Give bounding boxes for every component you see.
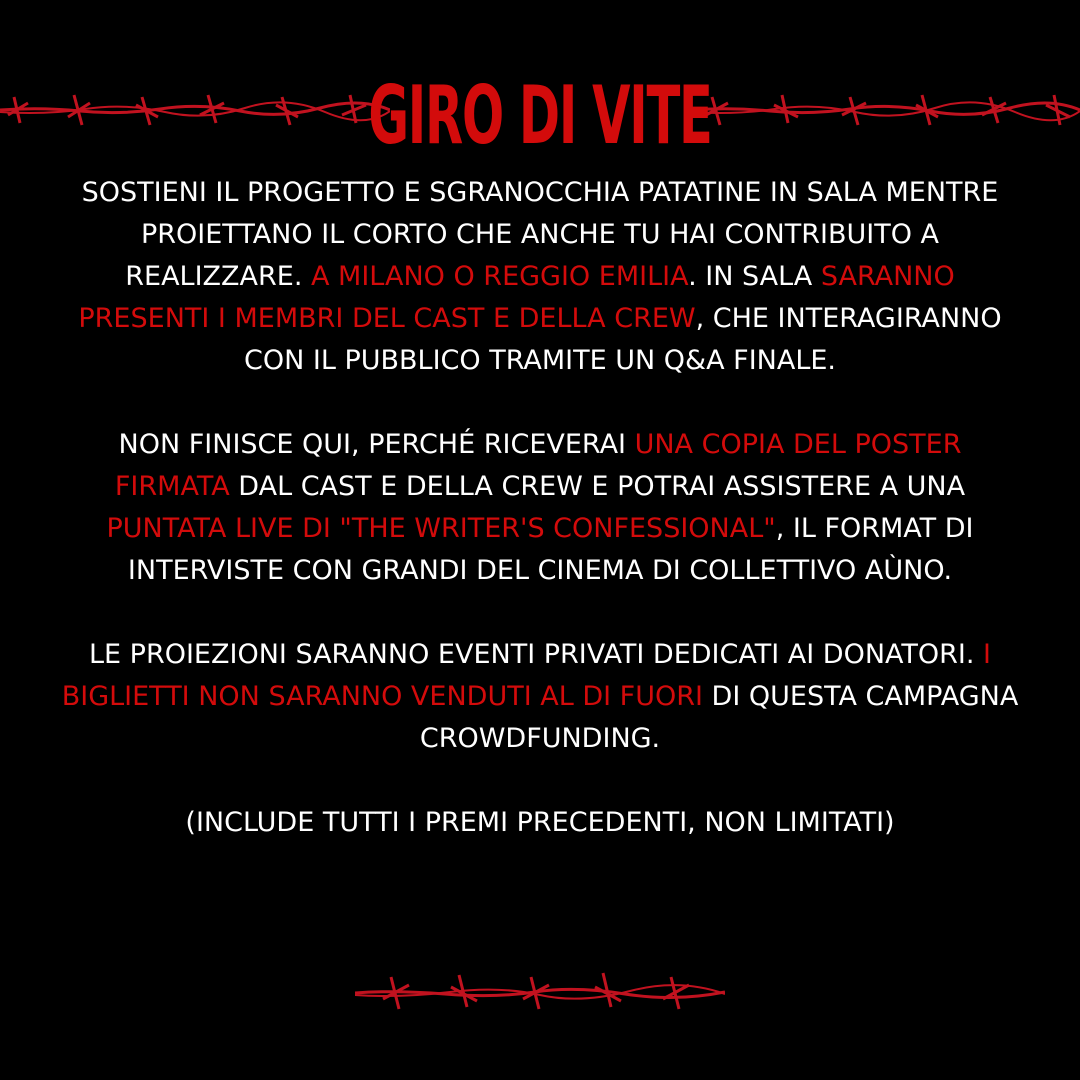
text-segment: DAL CAST E DELLA CREW E POTRAI ASSISTERE A UNA — [229, 471, 966, 502]
highlighted-text: PUNTATA LIVE DI "THE WRITER'S CONFESSIONAL" — [106, 513, 776, 544]
paragraph — [60, 424, 1020, 592]
highlighted-text: SARANNO PRESENTI I MEMBRI DEL CAST E DELLA CREW — [78, 261, 955, 334]
text-segment: . IN SALA — [688, 261, 821, 292]
text-segment: , CHE INTERAGIRANNO CON IL PUBBLICO TRAMITE UN Q&A FINALE. — [243, 303, 1002, 376]
paragraph — [60, 172, 1020, 382]
paragraph — [60, 802, 1020, 844]
text-segment: NON FINISCE QUI, PERCHÉ RICEVERAI — [118, 429, 635, 460]
highlighted-text: UNA COPIA DEL POSTER FIRMATA — [114, 429, 962, 502]
text-segment: DI QUESTA CAMPAGNA CROWDFUNDING. — [419, 681, 1019, 754]
highlighted-text: A MILANO O REGGIO EMILIA — [311, 261, 689, 292]
barbed-wire-icon — [355, 965, 725, 1021]
page-title: GIRO DI VITE — [368, 69, 712, 162]
highlighted-text: I BIGLIETTI NON SARANNO VENDUTI AL DI FUORI — [61, 639, 991, 712]
text-segment: , IL FORMAT DI INTERVISTE CON GRANDI DEL CINEMA DI COLLETTIVO AÙNO. — [127, 513, 974, 586]
paragraph — [60, 634, 1020, 760]
text-segment: (INCLUDE TUTTI I PREMI PRECEDENTI, NON LIMITATI) — [185, 807, 895, 838]
text-segment: LE PROIEZIONI SARANNO EVENTI PRIVATI DEDICATI AI DONATORI. — [88, 639, 984, 670]
text-segment: SOSTIENI IL PROGETTO E SGRANOCCHIA PATATINE IN SALA MENTRE PROIETTANO IL CORTO CHE ANCHE TU HAI CONTRIBUITO A REALIZZARE. — [81, 177, 999, 292]
description-text — [60, 172, 1020, 844]
